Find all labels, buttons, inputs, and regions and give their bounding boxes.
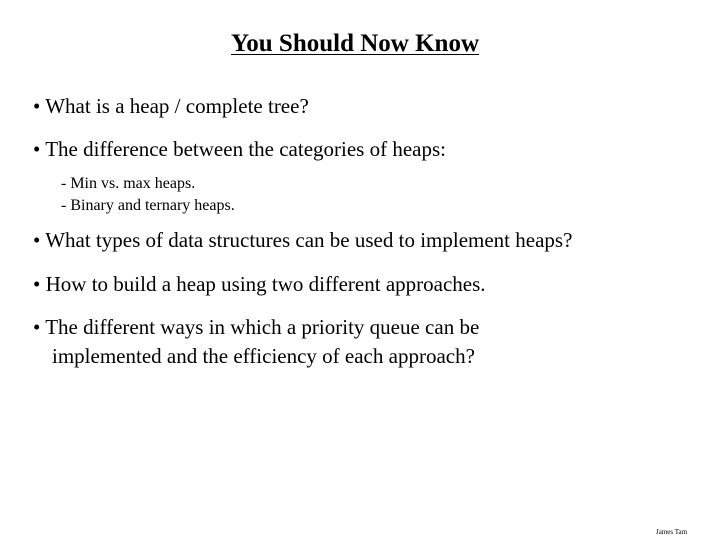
bullet-text: The different ways in which a priority queue can be xyxy=(45,315,480,339)
bullet-item xyxy=(33,313,479,342)
bullet-item xyxy=(33,270,486,299)
sub-bullet-marker: - xyxy=(61,175,67,192)
sub-bullet-item xyxy=(61,174,195,194)
bullet-text: How to build a heap using two different approaches. xyxy=(45,272,486,296)
bullet-marker: • xyxy=(33,137,41,161)
slide-title: You Should Now Know xyxy=(230,30,479,57)
bullet-marker: • xyxy=(33,315,41,339)
sub-bullet-text: Binary and ternary heaps. xyxy=(70,197,235,214)
bullet-item xyxy=(33,135,446,164)
bullet-item xyxy=(33,92,309,121)
bullet-marker: • xyxy=(33,94,41,118)
bullet-item xyxy=(33,226,572,255)
bullet-text: What is a heap / complete tree? xyxy=(45,94,309,118)
bullet-text: The difference between the categories of heaps: xyxy=(45,137,446,161)
bullet-continuation: implemented and the efficiency of each approach? xyxy=(52,344,475,368)
sub-bullet-item xyxy=(61,196,235,216)
bullet-marker: • xyxy=(33,228,41,252)
bullet-marker: • xyxy=(33,272,41,296)
sub-bullet-marker: - xyxy=(61,197,67,214)
sub-bullet-text: Min vs. max heaps. xyxy=(70,175,196,192)
footer-author: James Tam xyxy=(656,528,688,536)
bullet-text: What types of data structures can be used to implement heaps? xyxy=(45,228,573,252)
